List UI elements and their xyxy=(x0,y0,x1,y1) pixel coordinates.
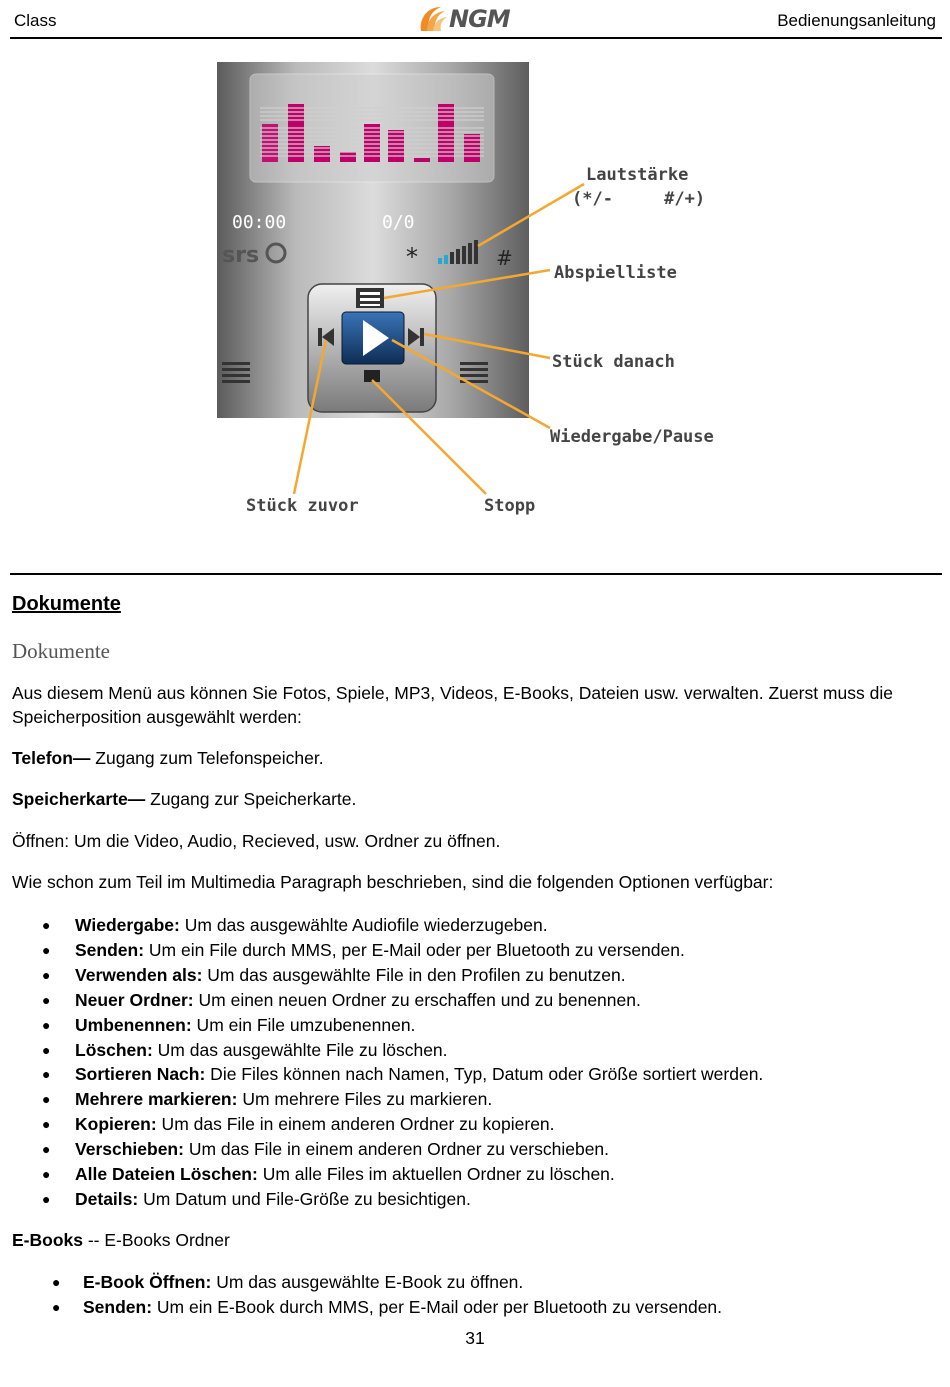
callout-playlist: Abspielliste xyxy=(554,263,677,283)
list-item: ● Verschieben: Um das File in einem anderen Ordner zu verschieben. xyxy=(42,1139,610,1160)
eq-bar-2 xyxy=(288,104,304,162)
list-item: ● Neuer Ordner: Um einen neuen Ordner zu erschaffen und zu benennen. xyxy=(42,989,641,1010)
srs-logo: srs xyxy=(222,243,260,268)
eq-bar-6 xyxy=(388,130,404,162)
telefon-paragraph xyxy=(12,746,932,770)
header-left-text: Class xyxy=(14,11,57,30)
telefon-text: Zugang zum Telefonspeicher. xyxy=(90,748,324,768)
page-number: 31 xyxy=(465,1328,485,1348)
callout-volume-keys: (*/- #/+) xyxy=(572,189,706,209)
eq-bar-4 xyxy=(340,152,356,162)
list-item: ● Sortieren Nach: Die Files können nach Namen, Typ, Datum oder Größe sortiert werden. xyxy=(42,1064,764,1085)
list-item: ● E-Book Öffnen: Um das ausgewählte E-Book zu öffnen. xyxy=(52,1272,524,1292)
list-item: ● Kopieren: Um das File in einem anderen Ordner zu kopieren. xyxy=(42,1114,555,1135)
volume-up-key-icon: # xyxy=(496,246,513,270)
list-item: ● Verwenden als: Um das ausgewählte File in den Profilen zu benutzen. xyxy=(42,964,626,985)
list-item: ● Senden: Um ein File durch MMS, per E-Mail oder per Bluetooth zu versenden. xyxy=(42,939,685,960)
ngm-logo xyxy=(417,3,527,35)
list-item: ● Mehrere markieren: Um mehrere Files zu markieren. xyxy=(42,1089,493,1110)
list-item: ● Alle Dateien Löschen: Um alle Files im aktuellen Ordner zu löschen. xyxy=(42,1164,615,1185)
section-title: Dokumente xyxy=(12,593,121,615)
track-time: 00:00 xyxy=(232,212,287,233)
callout-previous-track: Stück zuvor xyxy=(246,496,359,516)
header-rule xyxy=(10,37,942,39)
list-item: ● Löschen: Um das ausgewählte File zu löschen. xyxy=(42,1039,448,1060)
oeffnen-paragraph: Öffnen: Um die Video, Audio, Recieved, usw. Ordner zu öffnen. xyxy=(12,831,501,851)
header-right-text: Bedienungsanleitung xyxy=(777,11,936,30)
speicherkarte-label: Speicherkarte— xyxy=(12,789,146,809)
list-item: ● Umbenennen: Um ein File umzubenennen. xyxy=(42,1014,416,1035)
callout-play-pause: Wiedergabe/Pause xyxy=(550,427,714,447)
speicherkarte-paragraph xyxy=(12,787,932,811)
eq-bar-7 xyxy=(414,158,430,162)
ebooks-label: E-Books xyxy=(12,1230,83,1250)
music-player-figure xyxy=(216,62,736,527)
playlist-icon[interactable] xyxy=(356,288,384,308)
volume-down-key-icon: * xyxy=(406,243,418,271)
callout-volume: Lautstärke xyxy=(586,165,689,185)
options-intro: Wie schon zum Teil im Multimedia Paragraph beschrieben, sind die folgenden Optionen verfügbar: xyxy=(12,872,774,892)
logo-text: NGM xyxy=(449,5,510,33)
list-item: ● Senden: Um ein E-Book durch MMS, per E-Mail oder per Bluetooth zu versenden. xyxy=(52,1296,723,1317)
eq-bar-8 xyxy=(438,104,454,162)
ebooks-text: -- E-Books Ordner xyxy=(82,1230,230,1250)
list-item: ● Details: Um Datum und File-Größe zu besichtigen. xyxy=(42,1188,471,1209)
ebook-options-list xyxy=(52,1270,722,1320)
ngm-logo-mark-icon xyxy=(417,3,451,35)
track-counter: 0/0 xyxy=(382,212,415,233)
list-item: ● Wiedergabe: Um das ausgewählte Audiofile wiederzugeben. xyxy=(42,915,548,935)
intro-paragraph: Aus diesem Menü aus können Sie Fotos, Spiele, MP3, Videos, E-Books, Dateien usw. verwalten. Zuerst muss die Speicherposition ausgewählt werden: xyxy=(12,683,893,727)
callout-next-track: Stück danach xyxy=(552,352,675,372)
options-list xyxy=(42,913,763,1212)
callout-stop: Stopp xyxy=(484,496,536,516)
speicherkarte-text: Zugang zur Speicherkarte. xyxy=(145,789,357,809)
ebooks-paragraph xyxy=(12,1228,932,1252)
telefon-label: Telefon— xyxy=(12,748,91,768)
section-rule xyxy=(10,573,942,575)
section-subtitle: Dokumente xyxy=(12,639,110,663)
